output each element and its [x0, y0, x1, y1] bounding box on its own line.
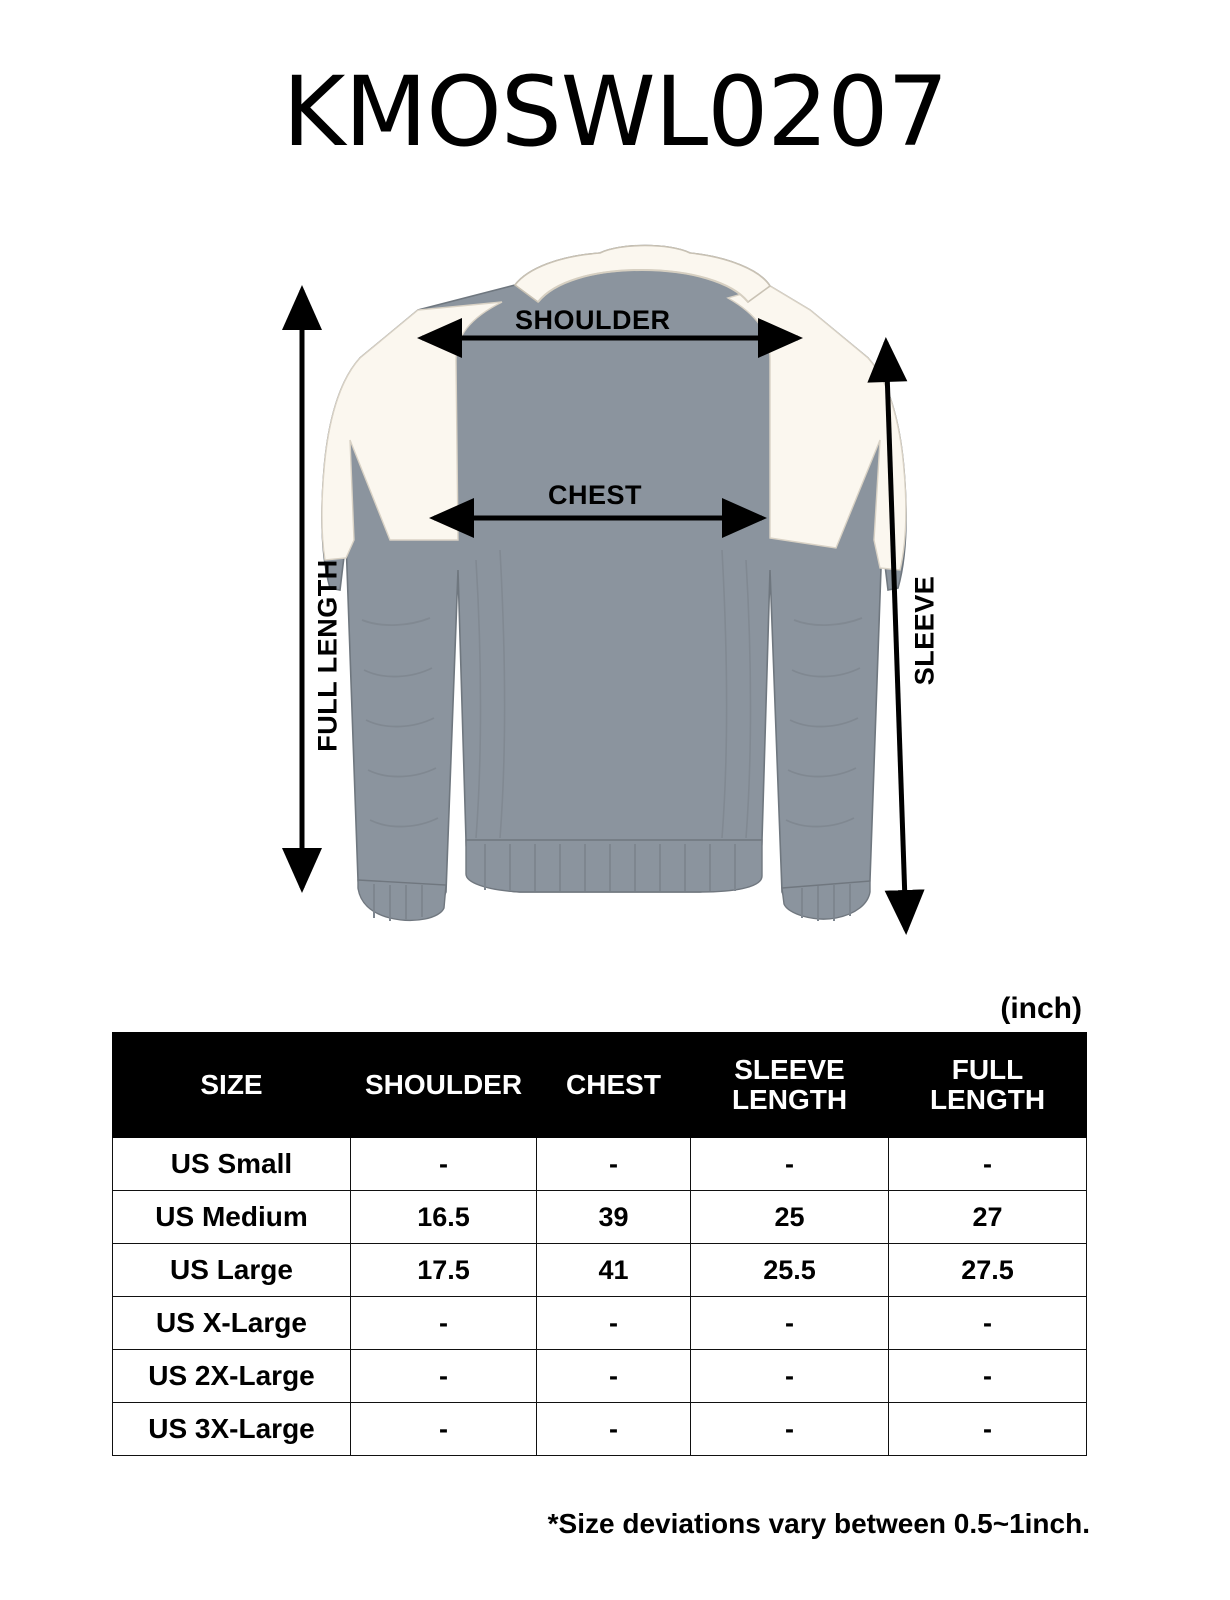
- cell-chest: 41: [537, 1244, 691, 1297]
- cell-shoulder: 17.5: [351, 1244, 537, 1297]
- sweater-diagram-svg: [270, 240, 970, 970]
- cell-size: US 3X-Large: [113, 1403, 351, 1456]
- cell-chest: -: [537, 1138, 691, 1191]
- page-title: KMOSWL0207: [282, 56, 948, 168]
- cell-full: -: [889, 1297, 1087, 1350]
- cell-sleeve: -: [691, 1138, 889, 1191]
- cell-size: US 2X-Large: [113, 1350, 351, 1403]
- unit-note: (inch): [1000, 992, 1082, 1025]
- table-row: [113, 1403, 1087, 1456]
- cell-shoulder: -: [351, 1403, 537, 1456]
- cell-size: US Small: [113, 1138, 351, 1191]
- table-row: [113, 1297, 1087, 1350]
- cell-shoulder: -: [351, 1138, 537, 1191]
- cell-shoulder: -: [351, 1350, 537, 1403]
- cell-shoulder: 16.5: [351, 1191, 537, 1244]
- cell-chest: 39: [537, 1191, 691, 1244]
- label-chest: CHEST: [548, 480, 643, 510]
- size-table: [112, 1032, 1087, 1456]
- cell-full: -: [889, 1350, 1087, 1403]
- cell-sleeve: -: [691, 1403, 889, 1456]
- cell-sleeve: 25.5: [691, 1244, 889, 1297]
- column-header-size: SIZE: [113, 1033, 351, 1138]
- size-deviation-footnote: *Size deviations vary between 0.5~1inch.: [547, 1508, 1090, 1539]
- label-sleeve: SLEEVE: [909, 575, 940, 686]
- cell-chest: -: [537, 1297, 691, 1350]
- cell-size: US Large: [113, 1244, 351, 1297]
- cell-sleeve: -: [691, 1350, 889, 1403]
- cell-full: 27: [889, 1191, 1087, 1244]
- cell-shoulder: -: [351, 1297, 537, 1350]
- table-header-row: [113, 1033, 1087, 1138]
- table-row: [113, 1191, 1087, 1244]
- cell-sleeve: 25: [691, 1191, 889, 1244]
- cell-size: US Medium: [113, 1191, 351, 1244]
- table-row: [113, 1350, 1087, 1403]
- sweater-shape: [322, 246, 906, 922]
- table-row: [113, 1244, 1087, 1297]
- cell-full: -: [889, 1403, 1087, 1456]
- cell-chest: -: [537, 1350, 691, 1403]
- label-full-length: FULL LENGTH: [312, 559, 343, 752]
- cell-sleeve: -: [691, 1297, 889, 1350]
- cell-full: 27.5: [889, 1244, 1087, 1297]
- table-row: [113, 1138, 1087, 1191]
- column-header-shoulder: SHOULDER: [351, 1033, 537, 1138]
- label-shoulder: SHOULDER: [515, 305, 671, 335]
- garment-illustration: [270, 240, 970, 970]
- cell-chest: -: [537, 1403, 691, 1456]
- column-header-chest: CHEST: [537, 1033, 691, 1138]
- column-header-full-length: FULL LENGTH: [889, 1033, 1087, 1138]
- column-header-sleeve-length: SLEEVE LENGTH: [691, 1033, 889, 1138]
- cell-full: -: [889, 1138, 1087, 1191]
- cell-size: US X-Large: [113, 1297, 351, 1350]
